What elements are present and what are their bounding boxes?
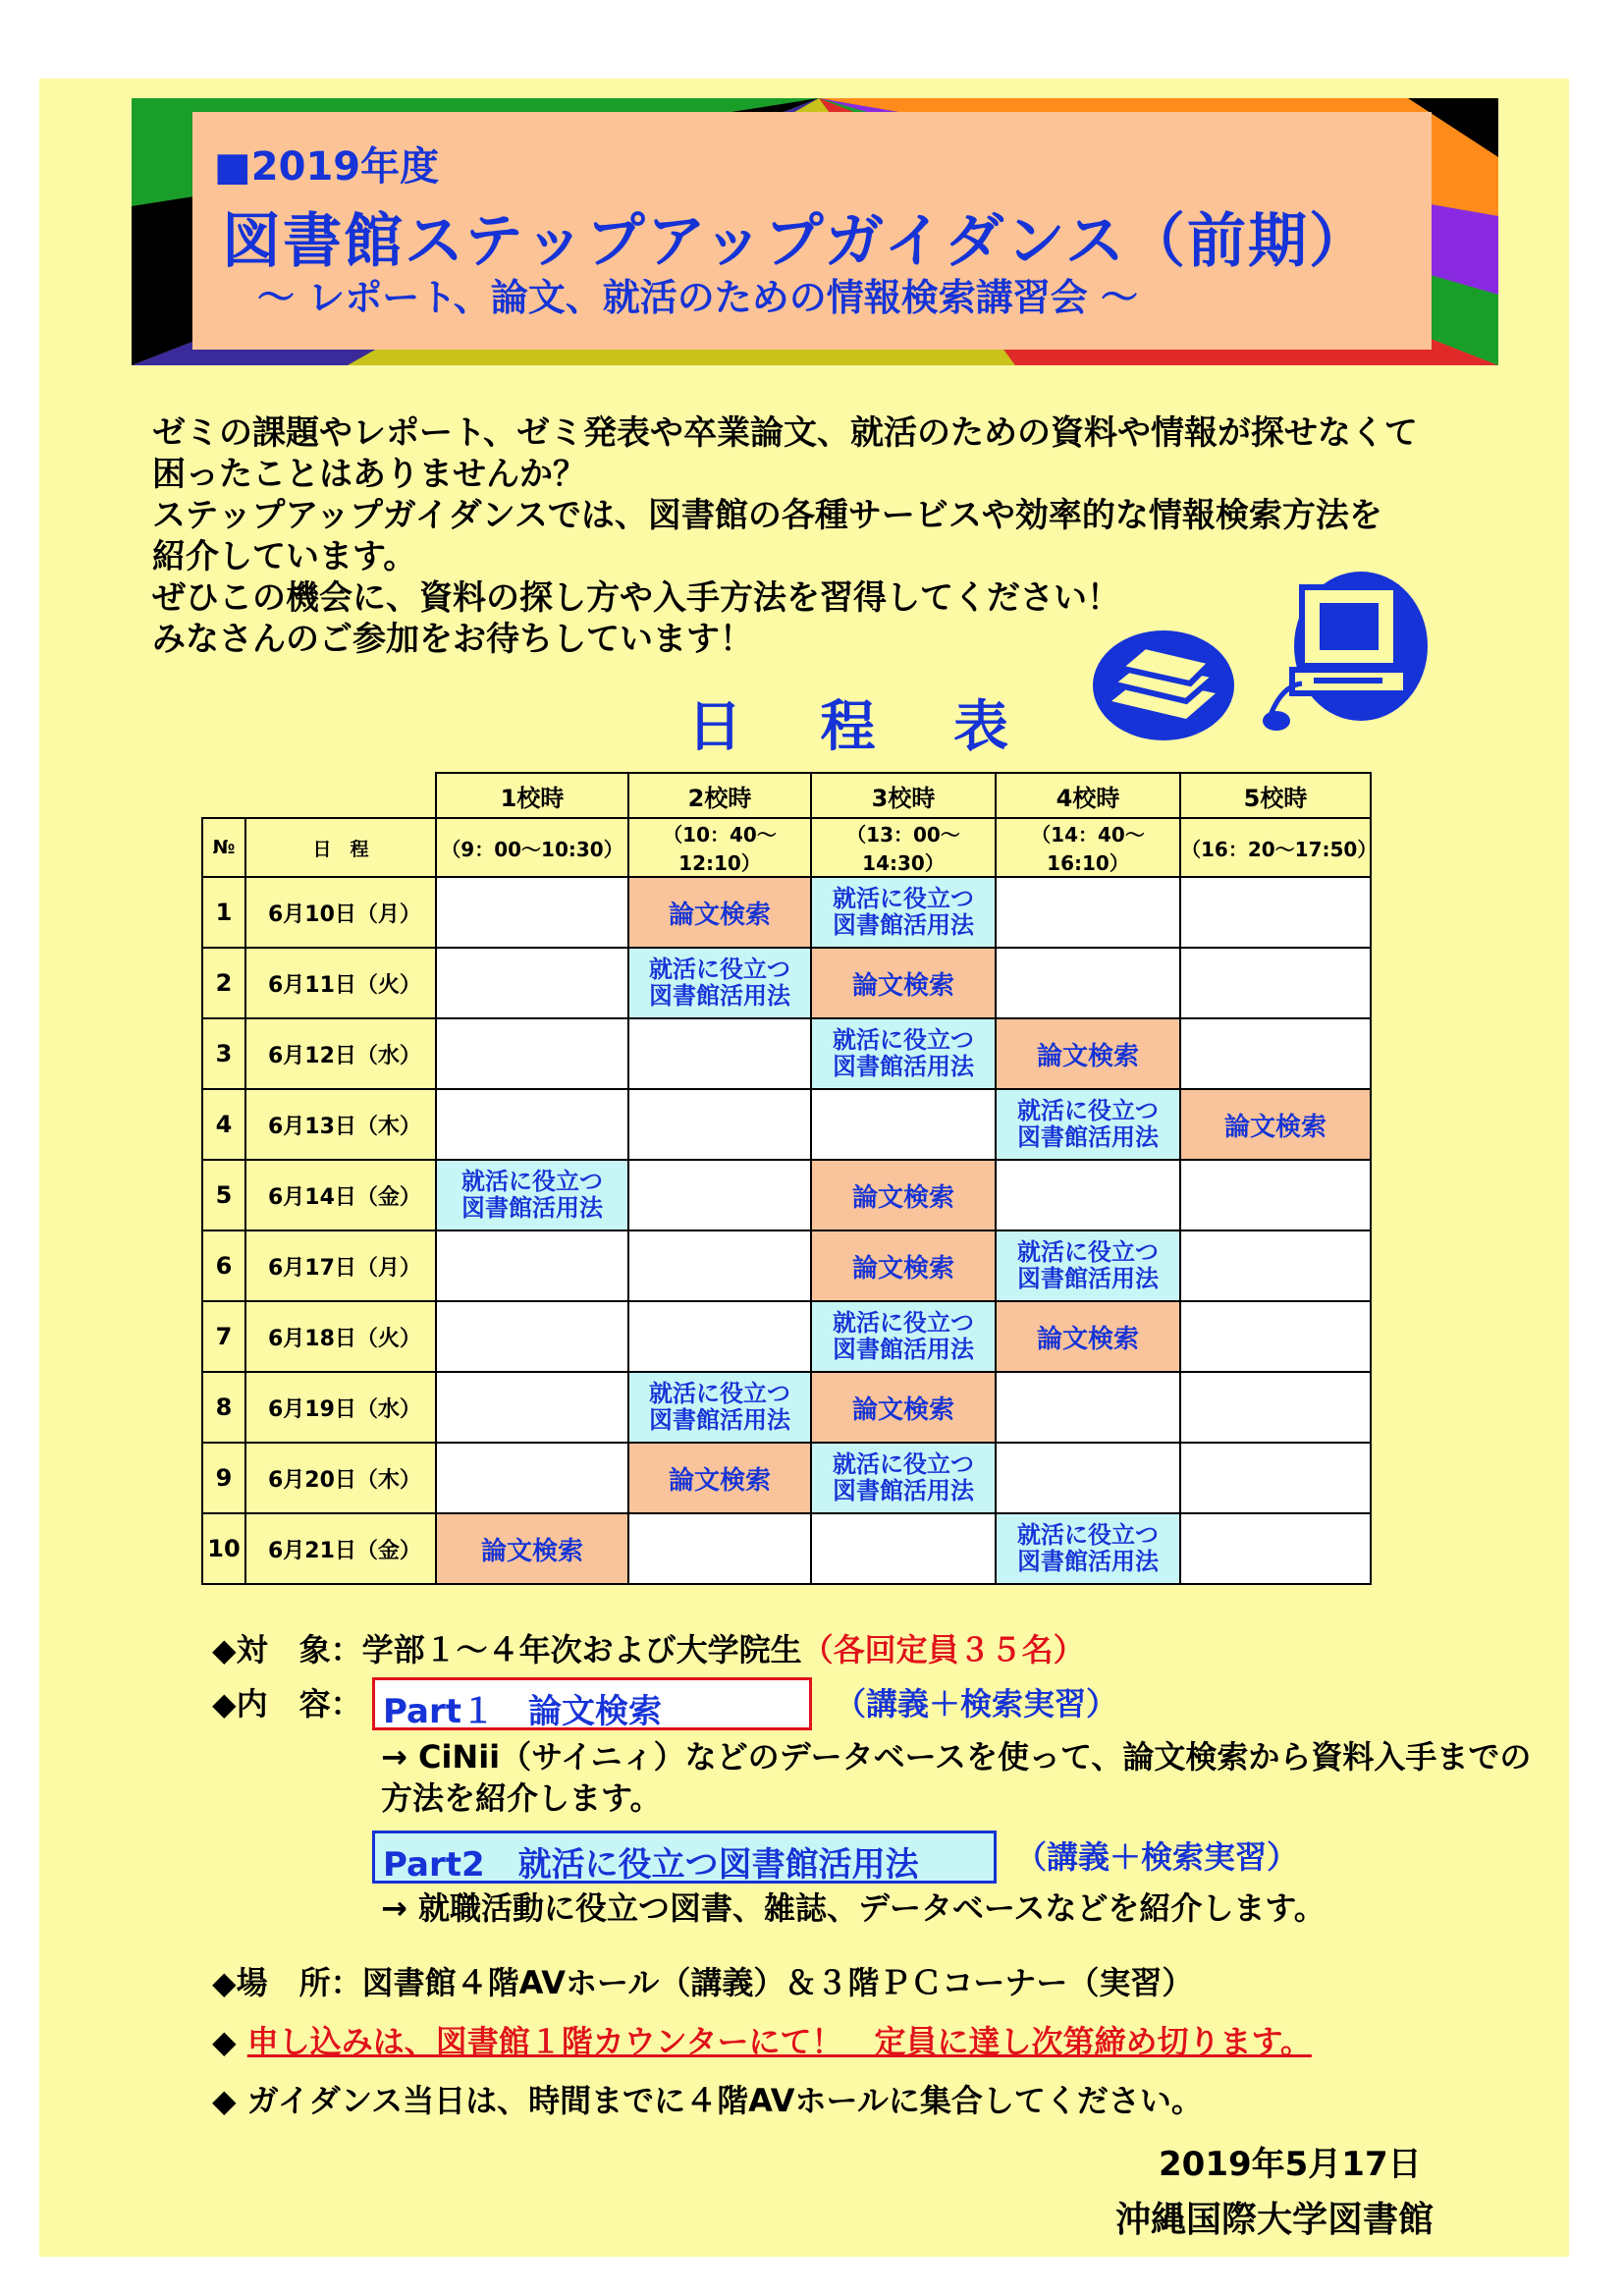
empty-slot [436, 1230, 628, 1301]
session-label: 図書館活用法 [649, 982, 790, 1010]
row-number: 2 [202, 948, 245, 1018]
empty-slot [436, 1443, 628, 1513]
intro-line: ゼミの課題やレポート、ゼミ発表や卒業論文、就活のための資料や情報が探せなくて [152, 413, 1418, 453]
session-shukatsu [996, 1513, 1180, 1584]
period-header: 2校時 [628, 773, 811, 818]
part2-description: → 就職活動に役立つ図書、雑誌、データベースなどを紹介します。 [381, 1889, 1326, 1927]
empty-slot [996, 1372, 1180, 1443]
session-ronbun: 論文検索 [996, 1018, 1180, 1089]
intro-line: 紹介しています。 [152, 537, 417, 576]
row-number: 6 [202, 1230, 245, 1301]
target-info [212, 1625, 1085, 1670]
empty-slot [1180, 1513, 1371, 1584]
row-number: 4 [202, 1089, 245, 1160]
session-label: 図書館活用法 [1017, 1265, 1159, 1292]
empty-slot [996, 1160, 1180, 1230]
row-date: 6月11日（火） [245, 948, 436, 1018]
computer-icon [1263, 568, 1430, 744]
banner-subtitle: ～ レポート、論文、就活のための情報検索講習会 ～ [257, 276, 1139, 319]
issue-date: 2019年5月17日 [1159, 2145, 1422, 2184]
session-label: 図書館活用法 [833, 1053, 974, 1080]
apply-mark: ◆ [212, 2023, 237, 2060]
empty-slot [1180, 1301, 1371, 1372]
period-time: （9：00～10:30） [436, 818, 628, 877]
row-date: 6月17日（月） [245, 1230, 436, 1301]
session-label: 就活に役立つ [833, 1450, 974, 1478]
table-row [202, 877, 1371, 948]
session-ronbun: 論文検索 [1180, 1089, 1371, 1160]
period-header: 1校時 [436, 773, 628, 818]
table-row [202, 1443, 1371, 1513]
empty-slot [996, 1443, 1180, 1513]
session-label: 就活に役立つ [833, 1309, 974, 1337]
empty-slot [1180, 1372, 1371, 1443]
empty-slot [628, 1301, 811, 1372]
period-time: （16：20～17:50） [1180, 818, 1371, 877]
session-shukatsu [628, 1372, 811, 1443]
empty-slot [628, 1018, 811, 1089]
part2-box [372, 1831, 997, 1884]
part1-description: 方法を紹介します。 [381, 1779, 662, 1817]
session-label: 図書館活用法 [833, 1477, 974, 1504]
session-label: 就活に役立つ [649, 956, 790, 983]
table-row [202, 1089, 1371, 1160]
empty-slot [436, 948, 628, 1018]
row-date: 6月21日（金） [245, 1513, 436, 1584]
session-shukatsu [811, 1443, 996, 1513]
intro-line: みなさんのご参加をお待ちしています！ [152, 620, 753, 659]
session-label: 図書館活用法 [833, 911, 974, 939]
row-number: 1 [202, 877, 245, 948]
period-time: （10：40～12:10） [628, 818, 811, 877]
session-label: 就活に役立つ [833, 885, 974, 912]
session-label: 就活に役立つ [649, 1380, 790, 1407]
empty-slot [628, 1230, 811, 1301]
part1-method: （講義＋検索実習） [835, 1685, 1118, 1722]
part1-description: → CiNii（サイニィ）などのデータベースを使って、論文検索から資料入手までの [381, 1738, 1532, 1776]
empty-slot [811, 1089, 996, 1160]
table-corner [202, 773, 436, 818]
session-shukatsu [436, 1160, 628, 1230]
session-ronbun: 論文検索 [628, 877, 811, 948]
period-header: 4校時 [996, 773, 1180, 818]
intro-line: ステップアップガイダンスでは、図書館の各種サービスや効率的な情報検索方法を [152, 496, 1382, 535]
apply-info [212, 2017, 1312, 2062]
session-shukatsu [811, 1301, 996, 1372]
empty-slot [628, 1089, 811, 1160]
period-header: 3校時 [811, 773, 996, 818]
period-header: 5校時 [1180, 773, 1371, 818]
empty-slot [436, 1301, 628, 1372]
row-number: 3 [202, 1018, 245, 1089]
row-date: 6月19日（水） [245, 1372, 436, 1443]
empty-slot [1180, 1160, 1371, 1230]
row-date: 6月18日（火） [245, 1301, 436, 1372]
session-shukatsu [996, 1089, 1180, 1160]
table-row [202, 1301, 1371, 1372]
session-ronbun: 論文検索 [811, 1230, 996, 1301]
row-date: 6月10日（月） [245, 877, 436, 948]
schedule-table [201, 772, 1378, 1585]
session-label: 図書館活用法 [1017, 1548, 1159, 1575]
empty-slot [628, 1160, 811, 1230]
session-ronbun: 論文検索 [996, 1301, 1180, 1372]
session-label: 就活に役立つ [1017, 1097, 1159, 1124]
empty-slot [436, 877, 628, 948]
period-time: （13：00～14:30） [811, 818, 996, 877]
row-number: 7 [202, 1301, 245, 1372]
part2-method: （講義＋検索実習） [1015, 1838, 1299, 1876]
empty-slot [811, 1513, 996, 1584]
row-date: 6月13日（木） [245, 1089, 436, 1160]
row-number: 8 [202, 1372, 245, 1443]
session-label: 図書館活用法 [833, 1336, 974, 1363]
content-label: ◆内 容： [212, 1685, 362, 1722]
session-label: 就活に役立つ [1017, 1238, 1159, 1266]
period-time: （14：40～16:10） [996, 818, 1180, 877]
empty-slot [1180, 948, 1371, 1018]
empty-slot [1180, 1230, 1371, 1301]
session-shukatsu [811, 1018, 996, 1089]
intro-line: 困ったことはありませんか？ [152, 455, 586, 494]
table-row [202, 1160, 1371, 1230]
empty-slot [436, 1089, 628, 1160]
session-label: 就活に役立つ [1017, 1521, 1159, 1549]
session-label: 就活に役立つ [461, 1168, 603, 1195]
empty-slot [996, 877, 1180, 948]
session-shukatsu [628, 948, 811, 1018]
part2-title: Part2 就活に役立つ図書館活用法 [383, 1845, 919, 1885]
intro-line: ぜひこの機会に、資料の探し方や入手方法を習得してください！ [152, 578, 1120, 618]
session-ronbun: 論文検索 [628, 1443, 811, 1513]
empty-slot [1180, 1443, 1371, 1513]
column-header-no: № [202, 818, 245, 877]
empty-slot [996, 948, 1180, 1018]
table-row [202, 948, 1371, 1018]
organization: 沖縄国際大学図書館 [1115, 2200, 1435, 2240]
row-number: 10 [202, 1513, 245, 1584]
row-date: 6月14日（金） [245, 1160, 436, 1230]
banner-title: 図書館ステップアップガイダンス（前期） [222, 207, 1370, 276]
empty-slot [436, 1372, 628, 1443]
banner-year: ■2019年度 [214, 144, 440, 190]
row-date: 6月12日（水） [245, 1018, 436, 1089]
schedule-title: 日 程 表 [687, 695, 1038, 759]
target-label: ◆対 象：学部１～４年次および大学院生 [212, 1631, 802, 1668]
session-label: 図書館活用法 [461, 1194, 603, 1222]
books-icon [1090, 625, 1237, 742]
empty-slot [1180, 1018, 1371, 1089]
session-label: 図書館活用法 [1017, 1123, 1159, 1151]
session-ronbun: 論文検索 [436, 1513, 628, 1584]
column-header-date: 日 程 [245, 818, 436, 877]
table-row [202, 1372, 1371, 1443]
session-label: 図書館活用法 [649, 1406, 790, 1434]
meeting-note: ◆ ガイダンス当日は、時間までに４階AVホールに集合してください。 [212, 2082, 1203, 2119]
place-info: ◆場 所：図書館４階AVホール（講義）＆３階ＰＣコーナー（実習） [212, 1964, 1194, 2001]
empty-slot [628, 1513, 811, 1584]
session-ronbun: 論文検索 [811, 1160, 996, 1230]
empty-slot [1180, 877, 1371, 948]
table-row [202, 1018, 1371, 1089]
row-date: 6月20日（木） [245, 1443, 436, 1513]
table-row [202, 1230, 1371, 1301]
row-number: 5 [202, 1160, 245, 1230]
session-shukatsu [996, 1230, 1180, 1301]
session-ronbun: 論文検索 [811, 948, 996, 1018]
session-ronbun: 論文検索 [811, 1372, 996, 1443]
part1-title: Part１ 論文検索 [383, 1692, 662, 1731]
session-label: 就活に役立つ [833, 1026, 974, 1054]
target-capacity: （各回定員３５名） [801, 1631, 1085, 1668]
empty-slot [436, 1018, 628, 1089]
part1-box [372, 1677, 812, 1730]
apply-text: 申し込みは、図書館１階カウンターにて！ 定員に達し次第締め切ります。 [246, 2023, 1312, 2060]
row-number: 9 [202, 1443, 245, 1513]
schedule-body [202, 877, 1371, 1584]
session-shukatsu [811, 877, 996, 948]
table-row [202, 1513, 1371, 1584]
